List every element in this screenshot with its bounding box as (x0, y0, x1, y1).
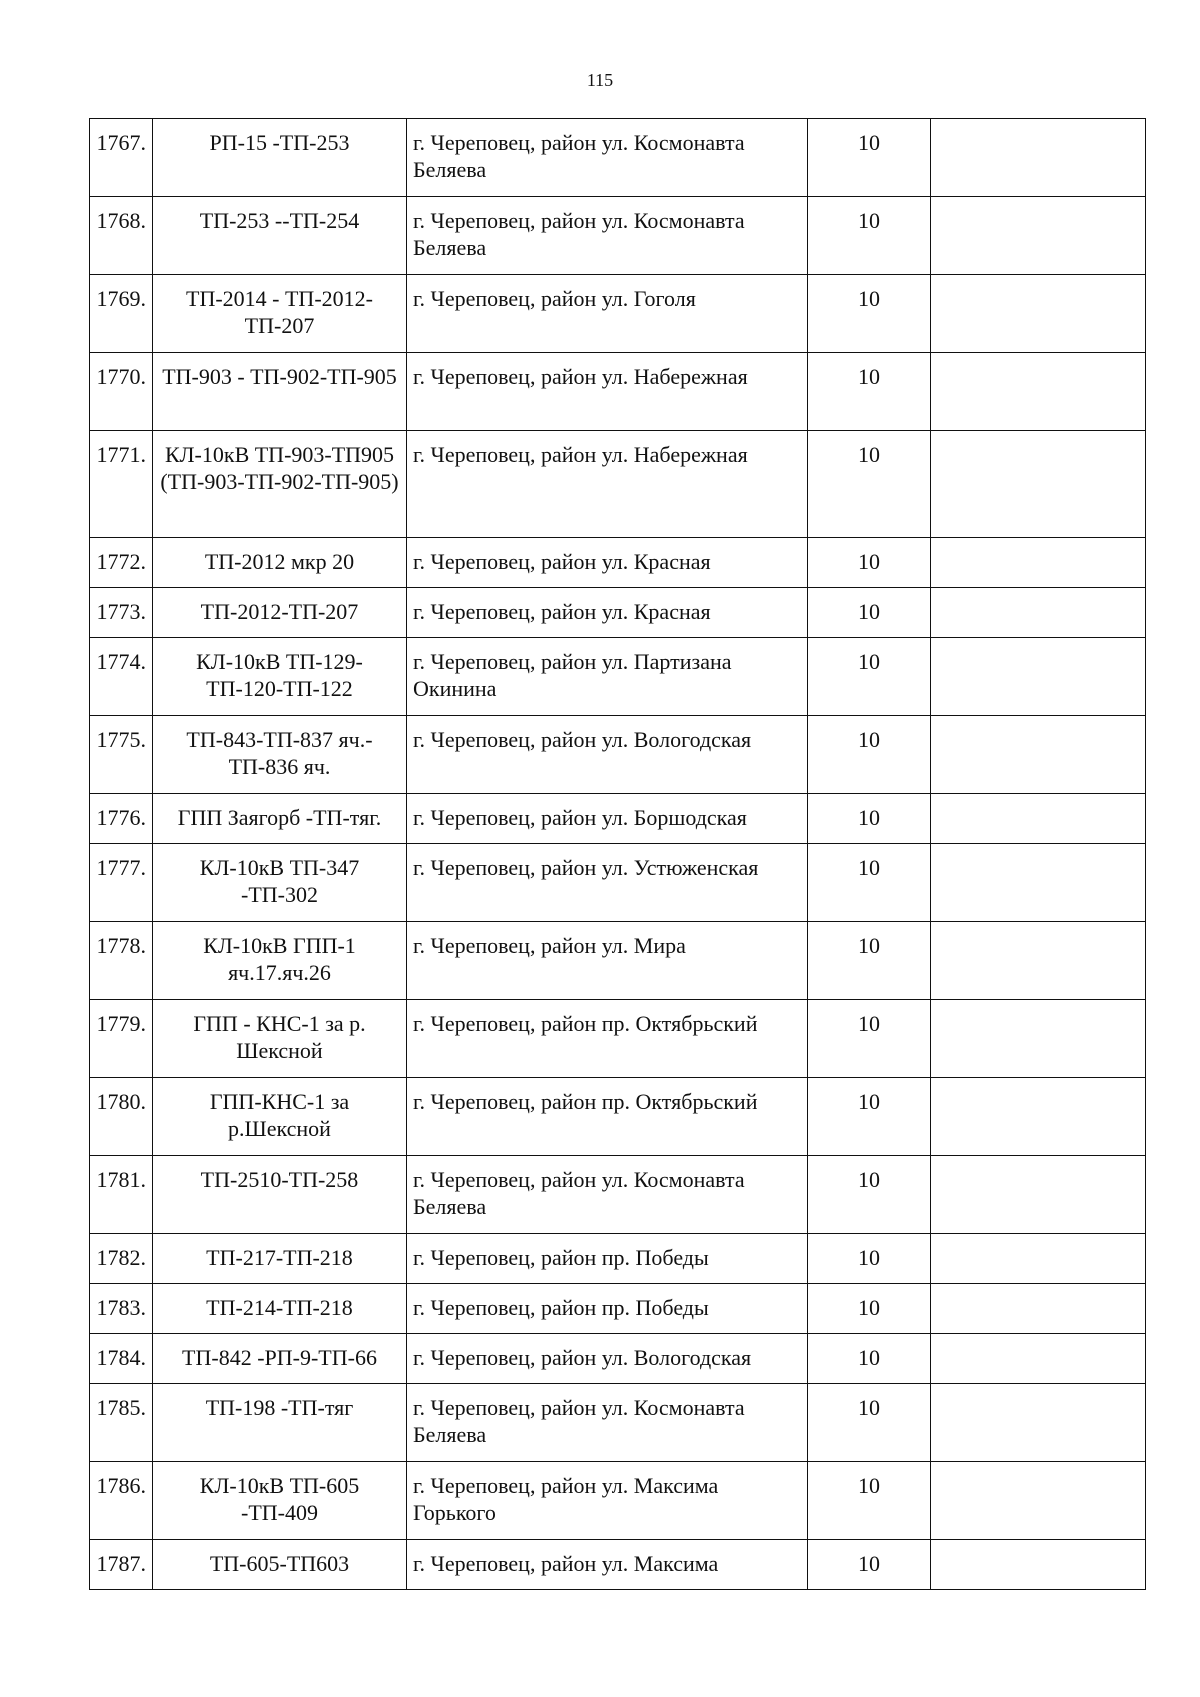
row-number-cell: 1785. (90, 1384, 153, 1462)
table-row (90, 716, 1146, 794)
table-row (90, 922, 1146, 1000)
line-name-cell: ГПП - КНС-1 за р. Шексной (153, 1000, 407, 1078)
row-number-cell: 1767. (90, 119, 153, 197)
table-row (90, 1234, 1146, 1284)
row-number-cell: 1771. (90, 431, 153, 538)
address-cell: г. Череповец, район ул. Максима (407, 1540, 808, 1590)
notes-cell (931, 794, 1146, 844)
row-number-cell: 1778. (90, 922, 153, 1000)
table-row (90, 1156, 1146, 1234)
notes-cell (931, 1540, 1146, 1590)
table-row (90, 1334, 1146, 1384)
row-number-cell: 1787. (90, 1540, 153, 1590)
line-name-cell: КЛ-10кВ ТП-605 -ТП-409 (153, 1462, 407, 1540)
address-cell: г. Череповец, район ул. Гоголя (407, 275, 808, 353)
notes-cell (931, 716, 1146, 794)
row-number-cell: 1780. (90, 1078, 153, 1156)
notes-cell (931, 638, 1146, 716)
notes-cell (931, 844, 1146, 922)
address-cell: г. Череповец, район пр. Октябрьский (407, 1078, 808, 1156)
voltage-cell: 10 (808, 1462, 931, 1540)
voltage-cell: 10 (808, 716, 931, 794)
notes-cell (931, 1000, 1146, 1078)
table-row (90, 638, 1146, 716)
notes-cell (931, 1234, 1146, 1284)
address-cell: г. Череповец, район ул. Партизана Окинина (407, 638, 808, 716)
voltage-cell: 10 (808, 1540, 931, 1590)
line-name-cell: ТП-214-ТП-218 (153, 1284, 407, 1334)
table-row (90, 1000, 1146, 1078)
table-row (90, 431, 1146, 538)
table-row (90, 1540, 1146, 1590)
row-number-cell: 1779. (90, 1000, 153, 1078)
voltage-cell: 10 (808, 538, 931, 588)
line-name-cell: ТП-217-ТП-218 (153, 1234, 407, 1284)
table-row (90, 844, 1146, 922)
line-name-cell: РП-15 -ТП-253 (153, 119, 407, 197)
notes-cell (931, 353, 1146, 431)
table-row (90, 197, 1146, 275)
notes-cell (931, 588, 1146, 638)
address-cell: г. Череповец, район ул. Космонавта Беляева (407, 1384, 808, 1462)
row-number-cell: 1781. (90, 1156, 153, 1234)
notes-cell (931, 119, 1146, 197)
row-number-cell: 1786. (90, 1462, 153, 1540)
line-name-cell: ГПП-КНС-1 за р.Шексной (153, 1078, 407, 1156)
table-row (90, 1078, 1146, 1156)
voltage-cell: 10 (808, 1234, 931, 1284)
address-cell: г. Череповец, район ул. Набережная (407, 431, 808, 538)
voltage-cell: 10 (808, 844, 931, 922)
voltage-cell: 10 (808, 1384, 931, 1462)
line-name-cell: ТП-843-ТП-837 яч.-ТП-836 яч. (153, 716, 407, 794)
line-name-cell: ТП-2012-ТП-207 (153, 588, 407, 638)
voltage-cell: 10 (808, 119, 931, 197)
line-name-cell: ТП-842 -РП-9-ТП-66 (153, 1334, 407, 1384)
notes-cell (931, 1462, 1146, 1540)
address-cell: г. Череповец, район ул. Космонавта Беляева (407, 1156, 808, 1234)
voltage-cell: 10 (808, 1156, 931, 1234)
voltage-cell: 10 (808, 431, 931, 538)
table-row (90, 119, 1146, 197)
address-cell: г. Череповец, район ул. Боршодская (407, 794, 808, 844)
address-cell: г. Череповец, район ул. Устюженская (407, 844, 808, 922)
line-name-cell: ТП-2012 мкр 20 (153, 538, 407, 588)
row-number-cell: 1776. (90, 794, 153, 844)
notes-cell (931, 197, 1146, 275)
table-row (90, 353, 1146, 431)
table-row (90, 538, 1146, 588)
notes-cell (931, 431, 1146, 538)
notes-cell (931, 1384, 1146, 1462)
voltage-cell: 10 (808, 353, 931, 431)
line-name-cell: КЛ-10кВ ТП-129-ТП-120-ТП-122 (153, 638, 407, 716)
line-name-cell: ТП-903 - ТП-902-ТП-905 (153, 353, 407, 431)
cable-line-registry-table (89, 118, 1146, 1590)
line-name-cell: КЛ-10кВ ГПП-1 яч.17.яч.26 (153, 922, 407, 1000)
address-cell: г. Череповец, район пр. Победы (407, 1284, 808, 1334)
row-number-cell: 1784. (90, 1334, 153, 1384)
line-name-cell: ГПП Заягорб -ТП-тяг. (153, 794, 407, 844)
notes-cell (931, 1284, 1146, 1334)
voltage-cell: 10 (808, 1284, 931, 1334)
address-cell: г. Череповец, район пр. Октябрьский (407, 1000, 808, 1078)
address-cell: г. Череповец, район ул. Космонавта Беляева (407, 197, 808, 275)
voltage-cell: 10 (808, 1000, 931, 1078)
voltage-cell: 10 (808, 588, 931, 638)
row-number-cell: 1770. (90, 353, 153, 431)
table-row (90, 275, 1146, 353)
voltage-cell: 10 (808, 275, 931, 353)
voltage-cell: 10 (808, 922, 931, 1000)
notes-cell (931, 538, 1146, 588)
voltage-cell: 10 (808, 794, 931, 844)
row-number-cell: 1783. (90, 1284, 153, 1334)
table-row (90, 588, 1146, 638)
row-number-cell: 1773. (90, 588, 153, 638)
notes-cell (931, 1156, 1146, 1234)
address-cell: г. Череповец, район ул. Красная (407, 538, 808, 588)
address-cell: г. Череповец, район ул. Космонавта Беляева (407, 119, 808, 197)
address-cell: г. Череповец, район пр. Победы (407, 1234, 808, 1284)
line-name-cell: ТП-2014 - ТП-2012-ТП-207 (153, 275, 407, 353)
table-row (90, 1384, 1146, 1462)
row-number-cell: 1777. (90, 844, 153, 922)
line-name-cell: ТП-198 -ТП-тяг (153, 1384, 407, 1462)
row-number-cell: 1775. (90, 716, 153, 794)
table-row (90, 1284, 1146, 1334)
row-number-cell: 1768. (90, 197, 153, 275)
voltage-cell: 10 (808, 638, 931, 716)
address-cell: г. Череповец, район ул. Мира (407, 922, 808, 1000)
line-name-cell: ТП-2510-ТП-258 (153, 1156, 407, 1234)
address-cell: г. Череповец, район ул. Набережная (407, 353, 808, 431)
voltage-cell: 10 (808, 1334, 931, 1384)
page-number: 115 (586, 70, 614, 90)
voltage-cell: 10 (808, 197, 931, 275)
notes-cell (931, 1078, 1146, 1156)
row-number-cell: 1774. (90, 638, 153, 716)
line-name-cell: КЛ-10кВ ТП-347 -ТП-302 (153, 844, 407, 922)
row-number-cell: 1769. (90, 275, 153, 353)
voltage-cell: 10 (808, 1078, 931, 1156)
registry-body (90, 119, 1146, 1590)
table-row (90, 1462, 1146, 1540)
row-number-cell: 1772. (90, 538, 153, 588)
notes-cell (931, 1334, 1146, 1384)
address-cell: г. Череповец, район ул. Вологодская (407, 1334, 808, 1384)
table-row (90, 794, 1146, 844)
notes-cell (931, 275, 1146, 353)
address-cell: г. Череповец, район ул. Красная (407, 588, 808, 638)
address-cell: г. Череповец, район ул. Вологодская (407, 716, 808, 794)
notes-cell (931, 922, 1146, 1000)
line-name-cell: КЛ-10кВ ТП-903-ТП905 (ТП-903-ТП-902-ТП-905) (153, 431, 407, 538)
address-cell: г. Череповец, район ул. Максима Горького (407, 1462, 808, 1540)
row-number-cell: 1782. (90, 1234, 153, 1284)
line-name-cell: ТП-605-ТП603 (153, 1540, 407, 1590)
line-name-cell: ТП-253 --ТП-254 (153, 197, 407, 275)
